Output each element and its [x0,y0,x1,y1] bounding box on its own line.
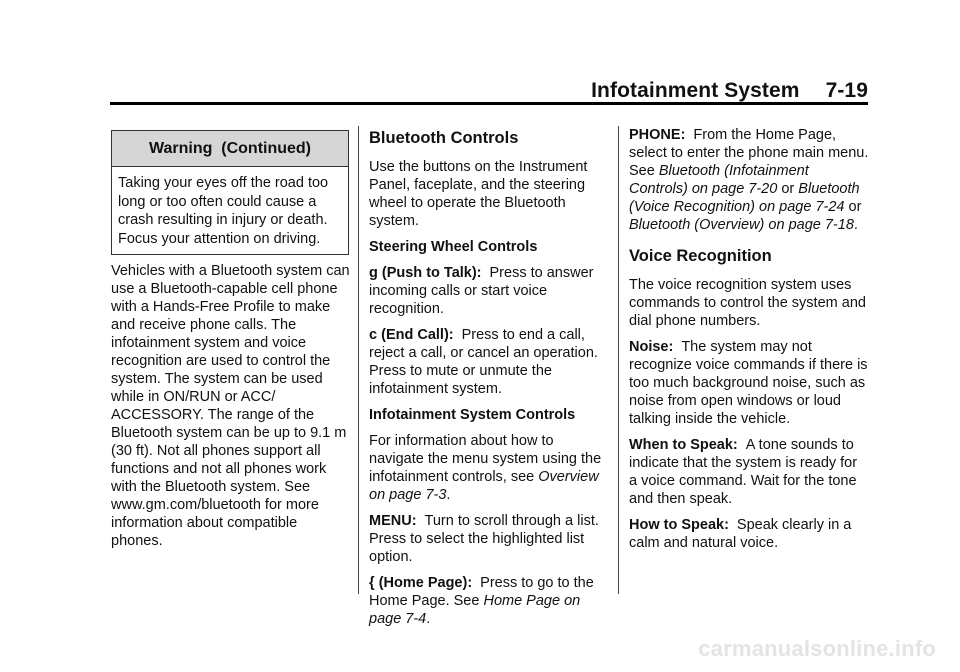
when-to-speak-label: When to Speak: [629,437,738,453]
info-item: For information about how to navigate the menu system using the infotainment controls, see Overview on page 7-3. [369,433,602,503]
menu-label: MENU: [369,513,417,529]
or-word: or [781,181,795,197]
home-page-reference: Home Page on page 7-4 [369,593,581,627]
menu-text: Turn to scroll through a list. Press to select the highlighted list option. [369,513,599,565]
header-rule [110,102,868,105]
how-to-speak-item [629,516,869,552]
push-to-talk-label: (Push to Talk): [381,265,482,281]
noise-label: Noise: [629,339,674,355]
column-divider [358,126,359,594]
push-to-talk-icon: g [369,265,378,281]
how-to-speak-label: How to Speak: [629,517,729,533]
or-word: or [848,199,862,215]
end-call-item [369,326,607,398]
menu-item [369,512,607,566]
column-divider [618,126,619,594]
column-3 [629,126,869,560]
bluetooth-overview-text [111,262,351,558]
section-title: Infotainment System [591,79,800,102]
watermark: carmanualsonline.info [698,636,936,661]
info-text: For information about how to navigate the menu system using the infotainment controls, see [369,433,602,485]
when-to-speak-item [629,436,869,508]
how-to-speak-text: Speak clearly in a calm and natural voice. [629,517,852,551]
warning-text: Taking your eyes off the road too long or too often could cause a crash resulting in injury or death. Focus your attention on driving. [118,175,329,247]
noise-item [629,338,869,428]
infotainment-controls-reference: Bluetooth (Infotainment Controls) on page 7-20 [629,163,809,197]
push-to-talk-text: Press to answer incoming calls or start voice recognition. [369,265,594,317]
steering-wheel-subheading: Steering Wheel Controls [369,239,538,255]
home-page-text: Press to go to the Home Page. See [369,575,594,609]
phone-item: PHONE: From the Home Page, select to enter the phone main menu. See Bluetooth (Infotainment Controls) on page 7-20 or Bluetooth (Voice Recognition) on page 7-24 or Bluetooth (Overview) on page 7-18. [629,127,869,233]
end-call-text: Press to end a call, reject a call, or cancel an operation. Press to mute or unmute the infotainment system. [369,327,598,397]
home-page-item: { (Home Page): Press to go to the Home Page. See Home Page on page 7-4. [369,575,594,627]
voice-recognition-reference: Bluetooth (Voice Recognition) on page 7-24 [629,181,860,215]
voice-intro: The voice recognition system uses commands to control the system and dial phone numbers. [629,277,866,329]
controls-intro: Use the buttons on the Instrument Panel, faceplate, and the steering wheel to operate the Bluetooth system. [369,159,588,229]
warning-title: Warning (Continued) [112,131,348,167]
page-number: 7-19 [825,79,868,102]
end-call-label: (End Call): [381,327,454,343]
phone-label: PHONE: [629,127,686,143]
page-header [591,79,868,103]
when-to-speak-text: A tone sounds to indicate that the system is ready for a voice command. Wait for the tone and then speak. [629,437,858,507]
overview-paragraph: Vehicles with a Bluetooth system can use a Bluetooth-capable cell phone with a Hands-Free Profile to make and receive phone calls. The infotainment system and voice recognition are used to control the system. The system can be used while in ON/RUN or ACC/ ACCESSORY. The range of the Bluetooth system can be up to 9.1 m (30 ft). Not all phones support all functions and not all phones work with the Bluetooth system. See www.gm.com/bluetooth for more information about compatible phones. [111,263,350,549]
voice-recognition-heading: Voice Recognition [629,247,772,265]
push-to-talk-item [369,264,607,318]
overview-reference: Overview on page 7-3 [369,469,599,503]
bluetooth-overview-reference: Bluetooth (Overview) on page 7-18 [629,217,854,233]
infotainment-controls-subheading: Infotainment System Controls [369,407,576,423]
noise-text: The system may not recognize voice commands if there is too much background noise, such as noise from open windows or loud talking inside the vehicle. [629,339,868,427]
warning-box [111,130,349,255]
home-icon: { [369,575,375,591]
phone-text: From the Home Page, select to enter the phone main menu. See [629,127,869,179]
end-call-icon: c [369,327,378,343]
home-page-label: (Home Page): [378,575,473,591]
column-2 [369,128,607,636]
bluetooth-controls-heading: Bluetooth Controls [369,129,519,147]
